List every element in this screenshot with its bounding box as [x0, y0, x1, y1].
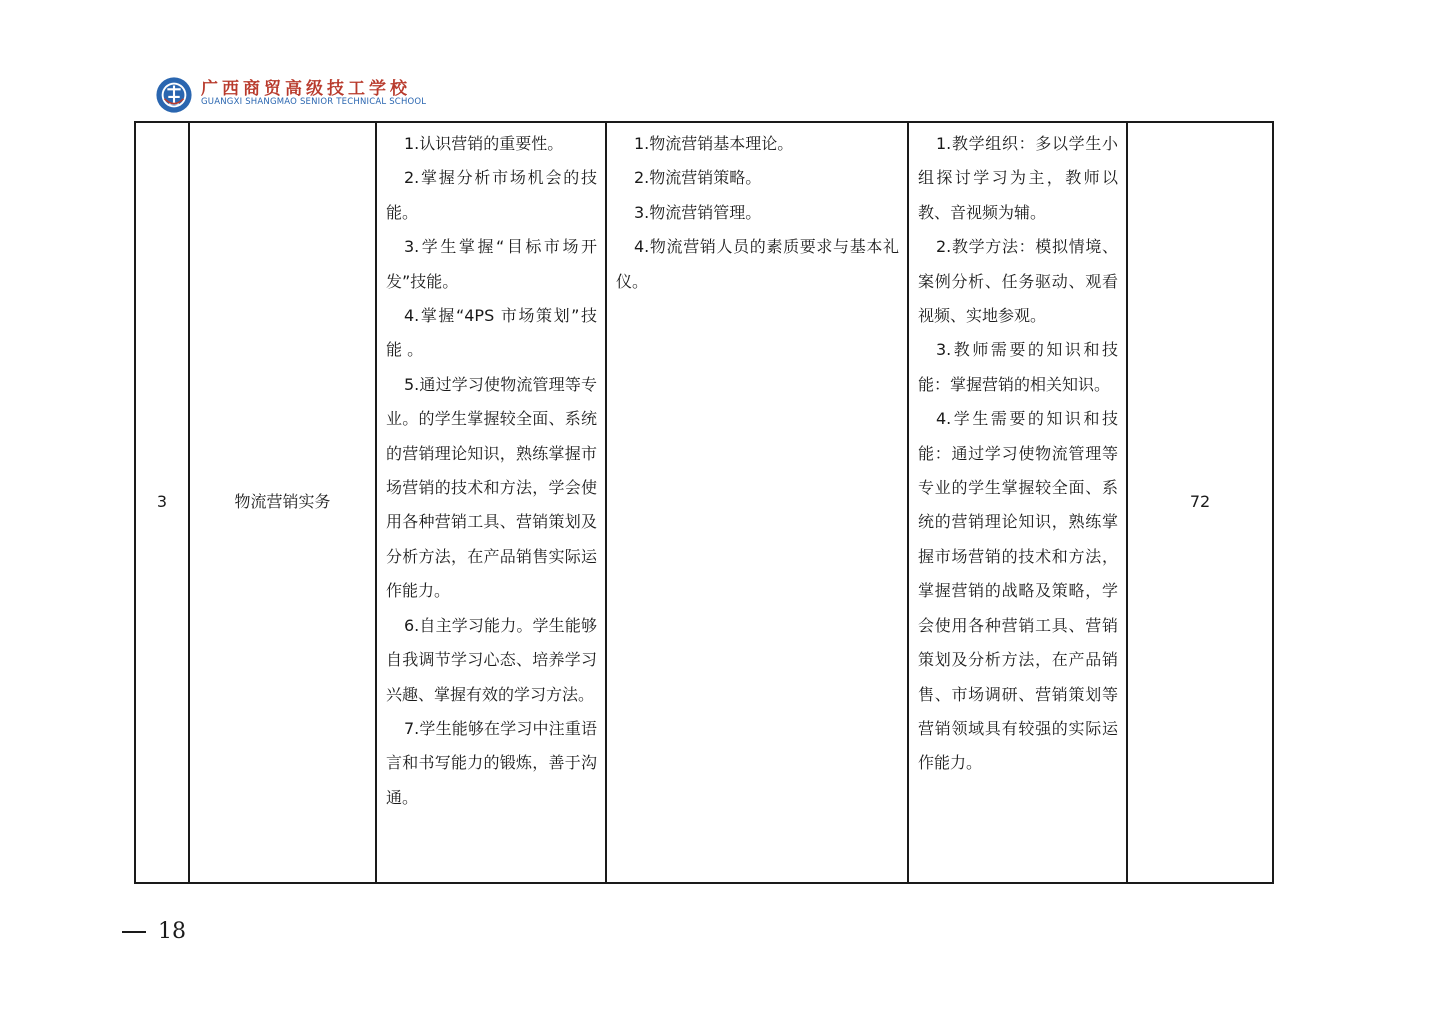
objective-item: 6.自主学习能力。学生能够自我调节学习心态、培养学习兴趣、掌握有效的学习方法。 — [386, 615, 597, 704]
course-hours: 72 — [1189, 492, 1211, 512]
teaching-item: 2.教学方法：模拟情境、案例分析、任务驱动、观看视频、实地参观。 — [918, 237, 1118, 326]
objective-item: 5.通过学习使物流管理等专业。的学生掌握较全面、系统的营销理论知识，熟练掌握市场营销的技术和方法，学会使用各种营销工具、营销策划及分析方法，在产品销售实际运作能力。 — [386, 374, 597, 601]
teaching-item: 4.学生需要的知识和技能：通过学习使物流管理等专业的学生掌握较全面、系统的营销理论知识，熟练掌握市场营销的技术和方法，掌握营销的战略及策略，学会使用各种营销工具、营销策划及分析方法，在产品销售、市场调研、营销策划等营销领域具有较强的实际运作能力。 — [918, 409, 1118, 773]
page-number-value: 18 — [158, 919, 186, 944]
school-logo — [155, 72, 425, 118]
row-number-cell — [135, 122, 189, 883]
school-name-en: GUANGXI SHANGMAO SENIOR TECHNICAL SCHOOL — [201, 97, 427, 107]
objective-item: 7.学生能够在学习中注重语言和书写能力的锻炼，善于沟通。 — [386, 718, 597, 807]
row-number: 3 — [156, 492, 168, 512]
objective-item: 1.认识营销的重要性。 — [404, 134, 564, 153]
page-number — [122, 919, 186, 944]
course-name: 物流营销实务 — [234, 492, 331, 512]
objective-item: 3.学生掌握“目标市场开发”技能。 — [386, 237, 597, 291]
table-row — [135, 122, 1273, 883]
content-item: 1.物流营销基本理论。 — [634, 134, 794, 153]
objective-item: 4.掌握“4PS 市场策划”技能 。 — [386, 306, 597, 360]
content-item: 3.物流营销管理。 — [634, 202, 762, 222]
teaching-cell — [908, 122, 1127, 883]
objective-item: 2.掌握分析市场机会的技能。 — [386, 168, 597, 222]
hours-cell — [1127, 122, 1273, 883]
contents-cell — [606, 122, 908, 883]
course-table — [134, 121, 1274, 884]
page-dash — [122, 931, 146, 933]
school-name-cn: 广西商贸高级技工学校 — [201, 79, 411, 99]
content-item: 2.物流营销策略。 — [634, 168, 762, 188]
school-emblem-icon — [155, 76, 193, 114]
teaching-item: 3.教师需要的知识和技能：掌握营销的相关知识。 — [918, 340, 1118, 394]
objectives-cell — [376, 122, 606, 883]
content-item: 4.物流营销人员的素质要求与基本礼仪。 — [616, 237, 899, 291]
teaching-item: 1.教学组织：多以学生小组探讨学习为主，教师以教、音视频为辅。 — [918, 134, 1118, 222]
course-name-cell — [189, 122, 376, 883]
